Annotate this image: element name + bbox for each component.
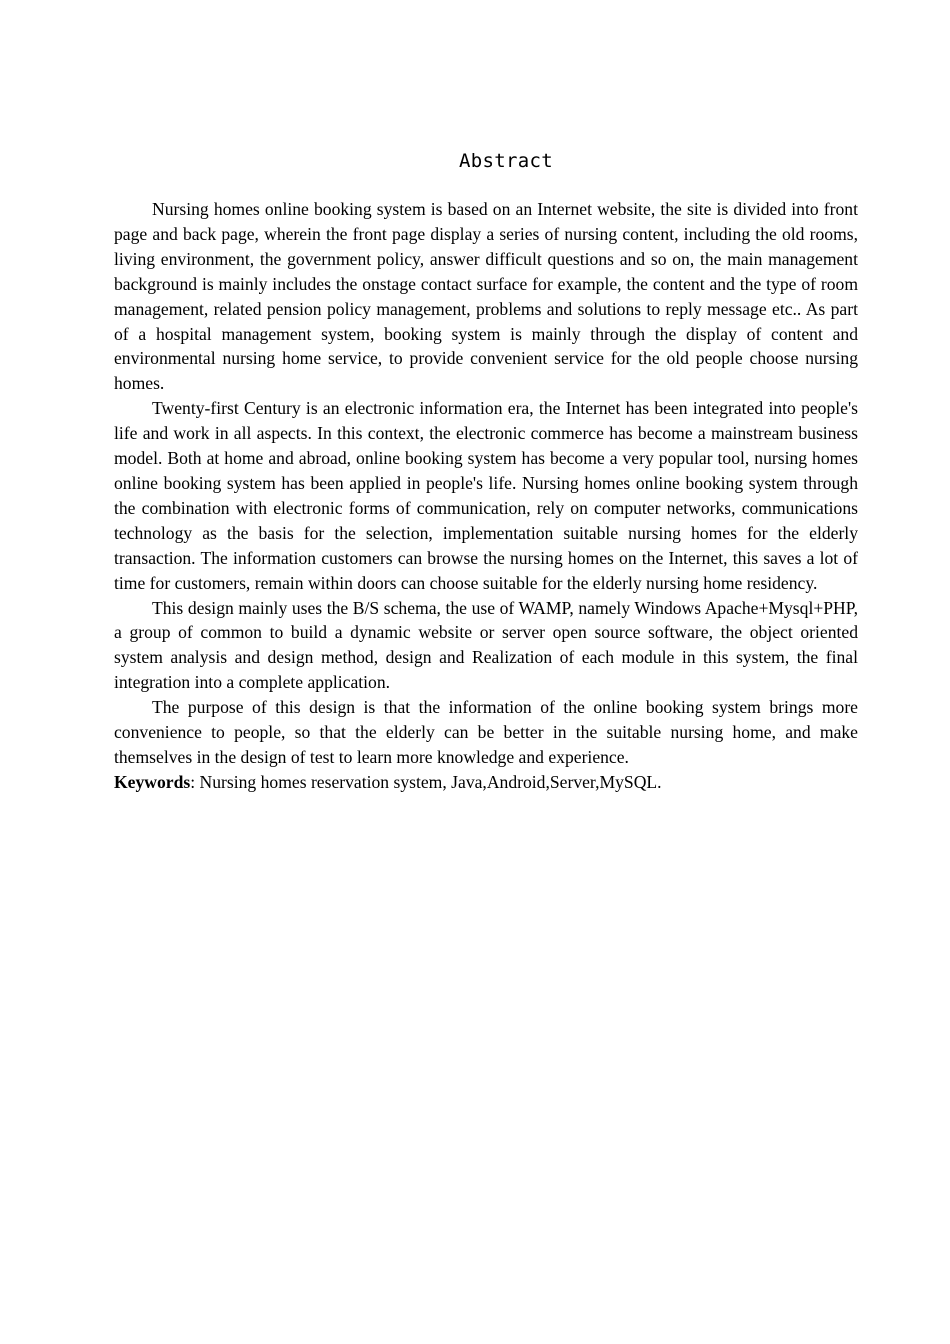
- keywords-line: [114, 770, 858, 795]
- paragraph-4: The purpose of this design is that the information of the online booking system brings more convenience to people, so that the elderly can be better in the suitable nursing home, and make themselves in the design of test to learn more knowledge and experience.: [114, 697, 858, 767]
- keywords-label: Keywords: [114, 771, 191, 792]
- paragraph-3: This design mainly uses the B/S schema, the use of WAMP, namely Windows Apache+Mysql+PHP, a group of common to build a dynamic website or server open source software, the object oriented system analysis and design method, design and Realization of each module in this system, the final integration into a complete application.: [114, 597, 858, 693]
- paragraph-1: Nursing homes online booking system is based on an Internet website, the site is divided into front page and back page, wherein the front page display a series of nursing content, including the old rooms, living environment, the government policy, answer difficult questions and so on, the main management background is mainly includes the onstage contact surface for example, the content and the type of room management, related pension policy management, problems and solutions to reply message etc.. As part of a hospital management system, booking system is mainly through the display of content and environmental nursing home service, to provide convenient service for the old people choose nursing homes.: [114, 199, 858, 394]
- paragraph-2: Twenty-first Century is an electronic information era, the Internet has been integrated into people's life and work in all aspects. In this context, the electronic commerce has become a mainstream business model. Both at home and abroad, online booking system has become a very popular tool, nursing homes online booking system has been applied in people's life. Nursing homes online booking system through the combination with electronic forms of communication, rely on computer networks, communications technology as the basis for the selection, implementation suitable nursing homes for the elderly transaction. The information customers can browse the nursing homes on the Internet, this saves a lot of time for customers, remain within doors can choose suitable for the elderly nursing home residency.: [114, 398, 858, 593]
- abstract-title: Abstract: [459, 150, 553, 172]
- keywords-text: : Nursing homes reservation system, Java,Android,Server,MySQL.: [190, 771, 662, 792]
- abstract-body: [114, 197, 858, 795]
